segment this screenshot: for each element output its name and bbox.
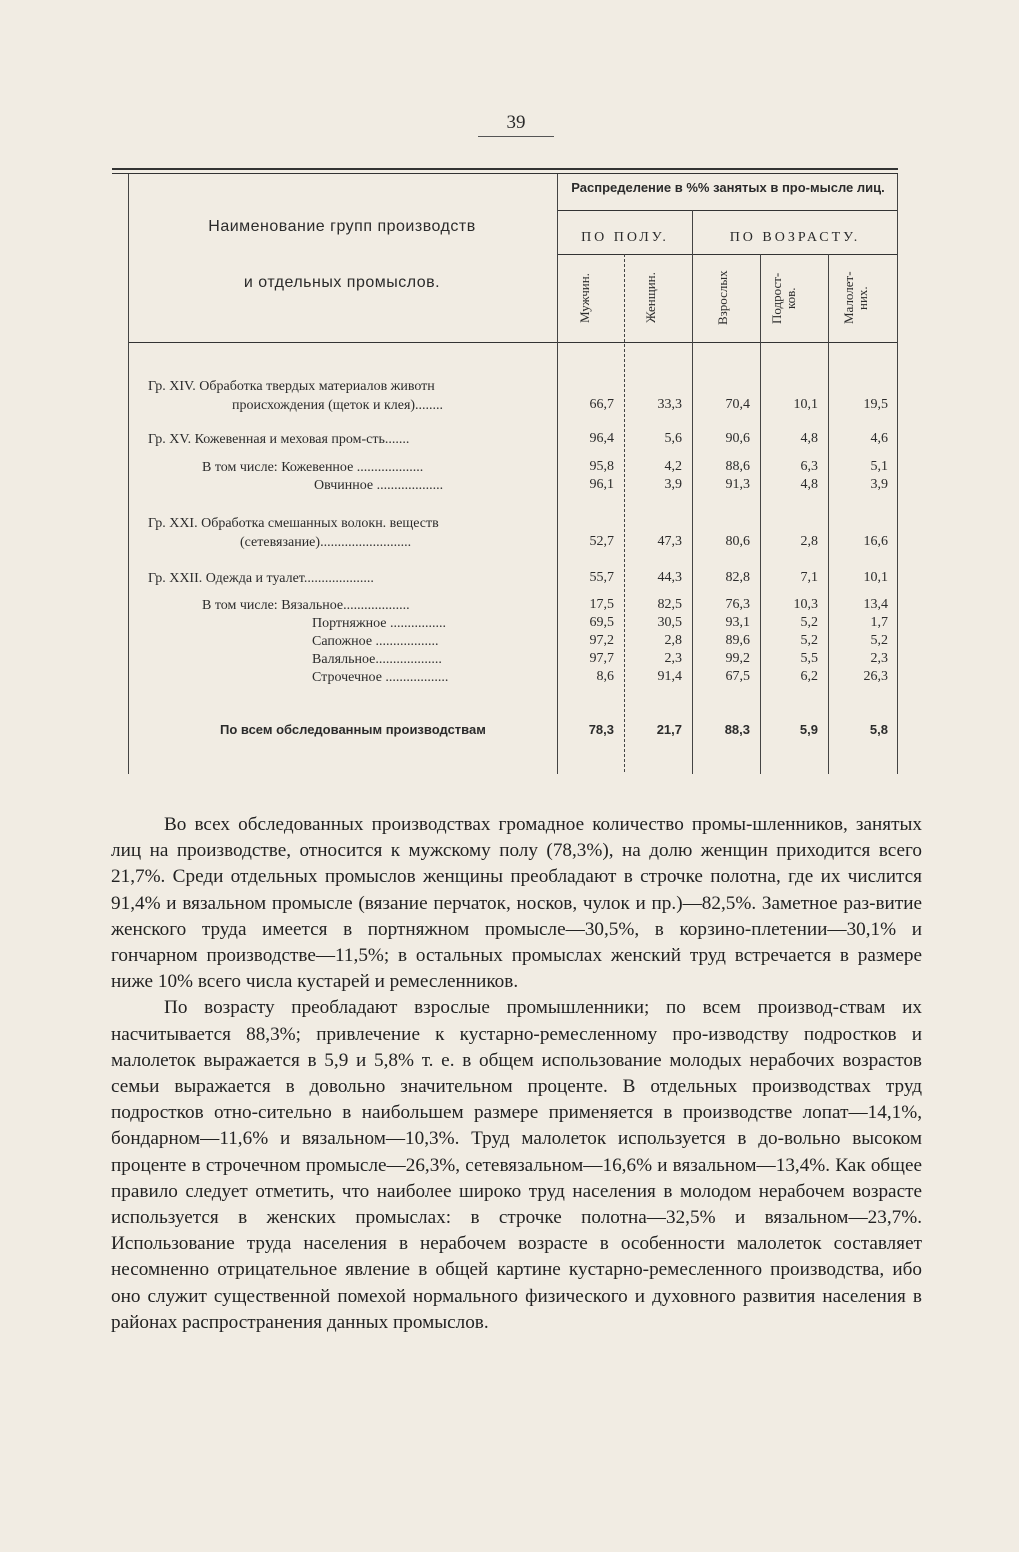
row-label-xxii: Гр. XXII. Одежда и туалет.................... (148, 571, 374, 586)
by-sex-header: ПО ПОЛУ. (581, 230, 669, 245)
dist-header: Распределение в %% занятых в про-мысле лиц. (571, 180, 885, 195)
total-cell: 5,8 (869, 722, 888, 737)
total-cell: 78,3 (588, 722, 614, 737)
cell: 5,6 (664, 431, 682, 446)
total-cell: 5,9 (799, 722, 818, 737)
page-number: 39 (506, 112, 526, 133)
page-number-rule (478, 136, 554, 137)
row-label-xxi-cont: (сетевязание).......................... (240, 535, 412, 550)
table-left-border (128, 174, 129, 774)
subheader-rule (558, 254, 898, 255)
cell: 16,6 (863, 534, 888, 549)
cell: 6,2 (800, 669, 818, 684)
cell: 82,5 (657, 597, 682, 612)
by-age-header: ПО ВОЗРАСТУ. (729, 230, 861, 245)
cell: 3,9 (870, 477, 888, 492)
cell: 69,5 (589, 615, 614, 630)
cell: 33,3 (657, 397, 682, 412)
row-label-leather: В том числе: Кожевенное ................... (202, 460, 424, 475)
cell: 5,2 (800, 633, 818, 648)
cell: 82,8 (725, 570, 750, 585)
cell: 2,8 (800, 534, 818, 549)
cell: 7,1 (800, 570, 818, 585)
table-top-rule-2 (112, 173, 898, 174)
cell: 89,6 (725, 633, 750, 648)
col-header-women: Женщин. (643, 272, 658, 324)
cell: 10,1 (793, 397, 818, 412)
cell: 97,2 (589, 633, 614, 648)
cell: 80,6 (725, 534, 750, 549)
cell: 70,4 (725, 397, 750, 412)
cell: 6,3 (800, 459, 818, 474)
cell: 5,2 (800, 615, 818, 630)
cell: 91,3 (725, 477, 750, 492)
cell: 17,5 (589, 597, 614, 612)
cell: 26,3 (863, 669, 888, 684)
cell: 88,6 (725, 459, 750, 474)
cell: 3,9 (664, 477, 682, 492)
cell: 93,1 (725, 615, 750, 630)
cell: 5,5 (800, 651, 818, 666)
cell: 4,6 (870, 431, 888, 446)
total-label: По всем обследованным производствам (220, 722, 486, 737)
stub-header-line-1: Наименование групп производств (208, 218, 476, 235)
cell: 10,1 (863, 570, 888, 585)
cell: 96,4 (589, 431, 614, 446)
total-cell: 88,3 (724, 722, 750, 737)
cell: 19,5 (863, 397, 888, 412)
row-label-xiv: Гр. XIV. Обработка твердых материалов животн (148, 379, 435, 394)
cell: 1,7 (870, 615, 888, 630)
row-label-sheepskin: Овчинное ................... (314, 478, 444, 493)
col-divider-4 (828, 254, 829, 774)
cell: 99,2 (725, 651, 750, 666)
cell: 2,3 (664, 651, 682, 666)
cell: 5,2 (870, 633, 888, 648)
cell: 76,3 (725, 597, 750, 612)
cell: 52,7 (589, 534, 614, 549)
table-right-border (897, 174, 898, 774)
col-header-teens: Подрост-ков. (769, 272, 798, 324)
row-label-shoemaking: Сапожное .................. (312, 634, 439, 649)
body-text (111, 812, 922, 1336)
statistics-table (128, 168, 898, 774)
cell: 4,2 (664, 459, 682, 474)
cell: 4,8 (800, 431, 818, 446)
cell: 66,7 (589, 397, 614, 412)
table-top-rule (112, 168, 898, 170)
cell: 4,8 (800, 477, 818, 492)
row-label-tailoring: Портняжное ................ (312, 616, 447, 631)
cell: 2,3 (870, 651, 888, 666)
row-label-xiv-cont: происхождения (щеток и клея)........ (232, 398, 444, 413)
paragraph-2: По возрасту преобладают взрослые промышленники; по всем производ-ствам их насчитывается 88,3%; привлечение к кустарно-ремесленному про-изводству подростков и малолеток выражается в 5,9 и 5,8% т. е. в общем использование молодых нерабочих возрастов семьи выражается в довольно значительном проценте. В отдельных производствах труд подростков отно-сительно в наибольшем размере применяется в производстве лопат—14,1%, бондарном—11,6% и вязальном—10,3%. Труд малолеток используется в до-вольно высоком проценте в строчечном промысле—26,3%, сетевязальном—16,6% и вязальном—13,4%. Как общее правило следует отметить, что наиболее широко труд населения в молодом нерабочем возрасте используется в женских промыслах: в строчке полотна—32,5% и вязальном—23,7%. Использование труда населения в нерабочем возрасте в особенности малолеток составляет несомненно отрицательное явление в общей картине кустарно-ремесленного производства, ибо оно служит существенной помехой нормального физического и духовного развития населения в районах распространения данных промыслов. (111, 997, 922, 1333)
col-divider-1 (624, 254, 625, 774)
cell: 95,8 (589, 459, 614, 474)
total-cell: 21,7 (656, 722, 682, 737)
col-divider-3 (760, 254, 761, 774)
dist-header-rule (558, 210, 898, 211)
cell: 96,1 (589, 477, 614, 492)
col-header-children: Малолет-них. (841, 271, 870, 325)
cell: 67,5 (725, 669, 750, 684)
col-header-men: Мужчин. (577, 273, 592, 323)
cell: 97,7 (589, 651, 614, 666)
stub-header-line-2: и отдельных промыслов. (243, 274, 441, 291)
col-divider-2 (692, 210, 693, 774)
row-label-xv: Гр. XV. Кожевенная и меховая пром-сть....... (148, 432, 410, 447)
row-label-knitting: В том числе: Вязальное................... (202, 598, 410, 613)
row-label-felting: Валяльное................... (312, 652, 442, 667)
cell: 30,5 (657, 615, 682, 630)
paragraph-1: Во всех обследованных производствах громадное количество промы-шленников, занятых лиц на производстве, относится к мужскому полу (78,3%), на долю женщин приходится всего 21,7%. Среди отдельных промыслов женщины преобладают в строчке полотна, где их числится 91,4% и вязальном промысле (вязание перчаток, носков, чулок и пр.)—82,5%. Заметное раз-витие женского труда имеется в портняжном промысле—30,5%, в корзино-плетении—30,1% и гончарном производстве—11,5%; в остальных промыслах женский труд встречается в размере ниже 10% всего числа кустарей и ремесленников. (111, 814, 922, 993)
cell: 44,3 (657, 570, 682, 585)
cell: 47,3 (657, 534, 682, 549)
row-label-xxi: Гр. XXI. Обработка смешанных волокн. веществ (148, 516, 439, 531)
row-label-stitching: Строчечное .................. (312, 670, 449, 685)
stub-divider (557, 174, 558, 774)
cell: 91,4 (657, 669, 682, 684)
cell: 5,1 (870, 459, 888, 474)
cell: 2,8 (664, 633, 682, 648)
header-bottom-rule (128, 342, 898, 343)
col-header-adults: Взрослых (715, 270, 730, 326)
cell: 8,6 (596, 669, 614, 684)
cell: 13,4 (863, 597, 888, 612)
cell: 90,6 (725, 431, 750, 446)
cell: 10,3 (793, 597, 818, 612)
cell: 55,7 (589, 570, 614, 585)
